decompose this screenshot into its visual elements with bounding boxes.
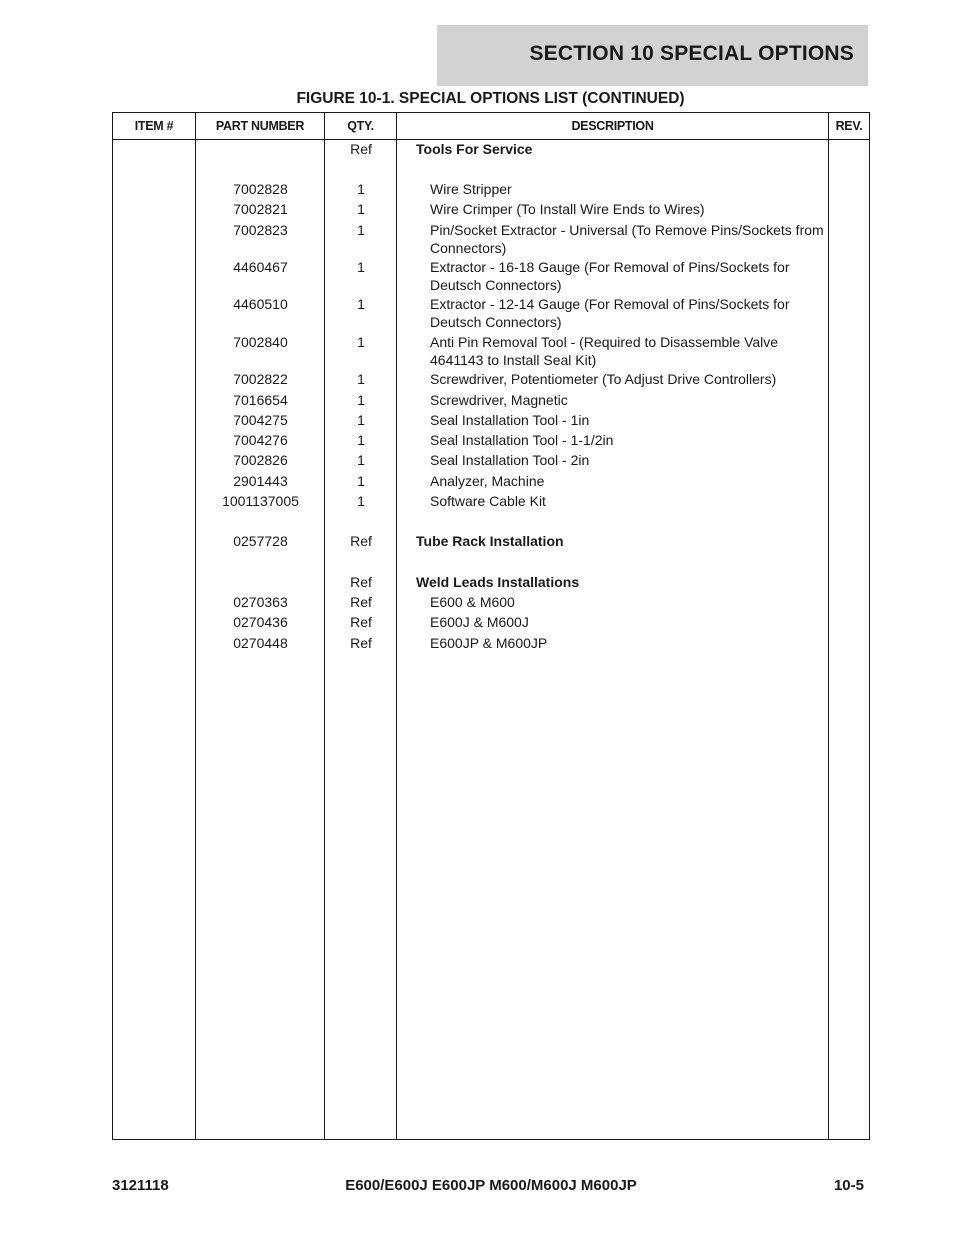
part-number-cell: 4460467 (233, 259, 288, 275)
part-number-cell: 4460510 (233, 296, 288, 312)
section-header (437, 25, 868, 86)
header-qty: QTY. (347, 119, 374, 133)
qty-cell: Ref (350, 635, 372, 651)
part-number-cell: 7002840 (233, 334, 288, 350)
description-cell: Wire Stripper (430, 181, 512, 197)
part-number-cell: 7004275 (233, 412, 288, 428)
description-cell: Seal Installation Tool - 2in (430, 452, 590, 468)
footer-page-number: 10-5 (833, 1177, 864, 1194)
part-number-cell: 0270363 (233, 594, 288, 610)
qty-cell: 1 (357, 412, 365, 428)
description-cell: Extractor - 12-14 Gauge (For Removal of Pins/Sockets for Deutsch Connectors) (430, 296, 790, 330)
qty-cell: Ref (350, 141, 372, 157)
header-divider (113, 139, 869, 140)
figure-title: FIGURE 10-1. SPECIAL OPTIONS LIST (CONTINUED) (296, 90, 685, 107)
header-item: ITEM # (134, 119, 174, 133)
qty-cell: Ref (350, 574, 372, 590)
qty-cell: Ref (350, 594, 372, 610)
part-number-cell: 7002828 (233, 181, 288, 197)
part-number-cell: 2901443 (233, 473, 288, 489)
part-number-cell: 7002823 (233, 222, 288, 238)
description-cell: Wire Crimper (To Install Wire Ends to Wires) (430, 201, 705, 217)
header-description: DESCRIPTION (571, 119, 654, 133)
footer-doc-number: 3121118 (112, 1177, 169, 1194)
qty-cell: Ref (350, 614, 372, 630)
part-number-cell: 0257728 (233, 533, 288, 549)
part-number-cell: 7002821 (233, 201, 288, 217)
description-cell: Anti Pin Removal Tool - (Required to Disassemble Valve 4641143 to Install Seal Kit) (430, 334, 779, 368)
description-cell: Extractor - 16-18 Gauge (For Removal of Pins/Sockets for Deutsch Connectors) (430, 259, 790, 293)
description-cell: E600JP & M600JP (430, 635, 548, 651)
qty-cell: 1 (357, 432, 365, 448)
part-number-cell: 7016654 (233, 392, 288, 408)
qty-cell: 1 (357, 259, 365, 275)
part-number-cell: 0270436 (233, 614, 288, 630)
qty-cell: 1 (357, 452, 365, 468)
header-rev: REV. (835, 119, 863, 133)
qty-cell: 1 (357, 201, 365, 217)
description-cell: E600J & M600J (430, 614, 529, 630)
description-cell: Analyzer, Machine (430, 473, 545, 489)
qty-cell: 1 (357, 296, 365, 312)
qty-cell: 1 (357, 371, 365, 387)
description-cell: Screwdriver, Magnetic (430, 392, 568, 408)
qty-cell: 1 (357, 222, 365, 238)
description-cell: Seal Installation Tool - 1-1/2in (430, 432, 614, 448)
qty-cell: Ref (350, 533, 372, 549)
qty-cell: 1 (357, 334, 365, 350)
description-cell: Pin/Socket Extractor - Universal (To Remove Pins/Sockets from Connectors) (430, 222, 824, 256)
column-divider (828, 113, 829, 1139)
description-cell: Screwdriver, Potentiometer (To Adjust Drive Controllers) (430, 371, 777, 387)
qty-cell: 1 (357, 473, 365, 489)
description-cell: Tube Rack Installation (416, 533, 564, 549)
part-number-cell: 7002826 (233, 452, 288, 468)
qty-cell: 1 (357, 181, 365, 197)
qty-cell: 1 (357, 392, 365, 408)
description-cell: Tools For Service (416, 141, 533, 157)
description-cell: Software Cable Kit (430, 493, 546, 509)
part-number-cell: 0270448 (233, 635, 288, 651)
description-cell: Weld Leads Installations (416, 574, 580, 590)
footer-models: E600/E600J E600JP M600/M600J M600JP (345, 1177, 637, 1194)
section-title: SECTION 10 SPECIAL OPTIONS (529, 42, 854, 65)
qty-cell: 1 (357, 493, 365, 509)
header-part-number: PART NUMBER (215, 119, 305, 133)
description-cell: E600 & M600 (430, 594, 515, 610)
part-number-cell: 7004276 (233, 432, 288, 448)
part-number-cell: 7002822 (233, 371, 288, 387)
part-number-cell: 1001137005 (222, 493, 299, 509)
description-cell: Seal Installation Tool - 1in (430, 412, 590, 428)
special-options-table (112, 112, 870, 1140)
